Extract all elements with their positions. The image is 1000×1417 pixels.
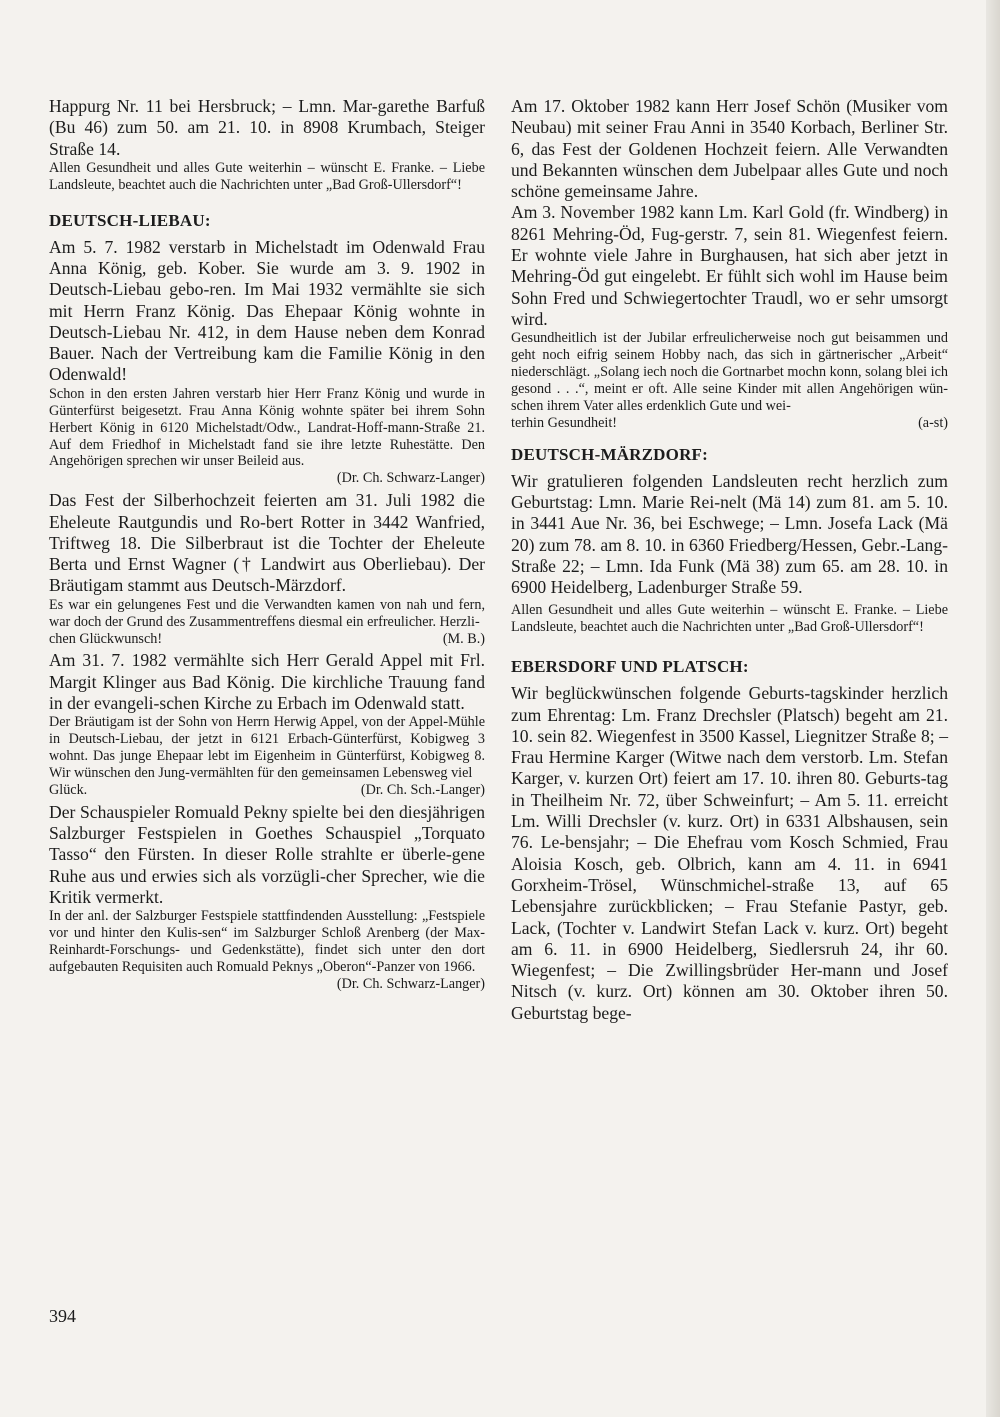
signature-row-mb xyxy=(49,631,485,648)
closing-glueckwunsch: chen Glückwunsch! xyxy=(49,630,163,647)
note-franke-2: Allen Gesundheit und alles Gute weiterhin – wünscht E. Franke. – Liebe Landsleute, beachtet auch die Nachrichten unter „Bad Groß-Ullersdorf“! xyxy=(511,602,948,636)
closing-glueck: Glück. xyxy=(49,781,88,798)
scan-edge-shadow xyxy=(986,0,1000,1417)
signature-row-ast xyxy=(511,415,948,432)
note-pekny: In der anl. der Salzburger Festspiele stattfindenden Ausstellung: „Festspiele vor und hinter den Kulis-sen“ im Salzburger Schloß Arenberg (der Max-Reinhardt-Forschungs- und Gedenkstätte), findet sich unter den dort aufgebauten Requisiten auch Romuald Peknys „Oberon“-Panzer von 1966. xyxy=(49,908,485,976)
note-gold: Gesundheitlich ist der Jubilar erfreulicherweise noch gut beisammen und geht noch eifrig seinem Hobby nach, das sich in gärtnerischer „Arbeit“ niederschlägt. „Solang iech noch die Gortnarbet mochn konn, solang blei ich gesond . . .“, meint er oft. Alle seine Kinder mit allen Angehörigen wün-schen ihrem Vater alles erdenklich Gute und wei- xyxy=(511,330,948,414)
note-appel: Der Bräutigam ist der Sohn von Herrn Herwig Appel, von der Appel-Mühle in Deutsch-Liebau, der jetzt in 6121 Erbach-Günterfürst, Kobigweg 3 wohnt. Das junge Ehepaar lebt im Eigenheim in Günterfürst, Kobigweg 8. Wir wünschen den Jung-vermählten für den gemeinsamen Lebensweg viel xyxy=(49,714,485,782)
note-rotter: Es war ein gelungenes Fest und die Verwandten kamen von nah und fern, war doch der Grund des Zusammentreffens diesmal ein erfreulicher. Herzli- xyxy=(49,596,485,630)
signature-ast: (a-st) xyxy=(918,414,948,431)
article-ebersdorf-birthdays: Wir beglückwünschen folgende Geburts-tagskinder herzlich zum Ehrentag: Lm. Franz Drechsler (Platsch) begeht am 21. 10. sein 82. Wiegenfest in 3500 Kassel, Liegnitzer Straße 8; – Frau Hermine Karger (Witwe nach dem verstorb. Lm. Stefan Karger, v. kurzen Ort) feiert am 17. 10. ihren 80. Geburts-tag in Theilheim Nr. 72, über Schweinfurt; – Am 5. 11. erreicht Lm. Willi Drechsler (v. kurz. Ort) in 6331 Albshausen, sein 76. Le-bensjahr; – Die Ehefrau vom Kosch Schmied, Frau Aloisia Kosch, geb. Olbrich, kann am 4. 11. in 6941 Gorxheim-Trösel, Wünschmichel-straße 13, auf 65 Lebensjahre zurückblicken; – Frau Stefanie Pastyr, geb. Lack, (Tochter v. Landwirt Stefan Lack v. kurz. Ort) begeht am 6. 11. in 6900 Heidelberg, Siedlersruh 24, ihr 60. Wiegenfest; – Die Zwillingsbrüder Her-mann und Josef Nitsch (v. kurz. Ort) können am 30. Oktober ihren 50. Geburtstag bege- xyxy=(511,683,948,1023)
signature-schwarz-langer: (Dr. Ch. Schwarz-Langer) xyxy=(336,470,485,487)
note-koenig: Schon in den ersten Jahren verstarb hier Herr Franz König und wurde in Günterfürst beigesetzt. Frau Anna König wohnte später bei ihrem Sohn Herbert König in 6120 Michelstadt/Odw., Landrat-Hoff-mann-Straße 21. Auf dem Friedhof in Michelstadt fand sie ihre letzte Ruhestätte. Den Angehörigen sprechen wir unser Beileid aus. xyxy=(49,385,485,470)
article-maerzdorf-birthdays: Wir gratulieren folgenden Landsleuten recht herzlich zum Geburtstag: Lmn. Marie Rei-nelt (Mä 14) zum 81. am 5. 10. in 3441 Aue Nr. 36, bei Eschwege; – Lmn. Josefa Lack (Mä 20) zum 78. am 8. 10. in 6360 Friedberg/Hessen, Gebr.-Lang-Straße 22; – Lmn. Ida Funk (Mä 38) zum 65. am 28. 10. in 6900 Heidelberg, Ladenburger Straße 59. xyxy=(511,470,948,598)
heading-deutsch-maerzdorf: DEUTSCH-MÄRZDORF: xyxy=(511,444,709,464)
article-gold: Am 3. November 1982 kann Lm. Karl Gold (fr. Windberg) in 8261 Mehring-Öd, Fug-gerstr. 7, sein 81. Wiegenfest feiern. Er wohnte viele Jahre in Burghausen, hat sich aber jetzt in Mehring-Öd gut eingelebt. Er fühlt sich wohl im Hause beim Sohn Fred und Schwiegertochter Traudl, wo er sehr umsorgt wird. xyxy=(511,202,948,329)
signature-mb: (M. B.) xyxy=(442,630,485,647)
heading-deutsch-liebau: DEUTSCH-LIEBAU: xyxy=(49,210,211,230)
article-schoen: Am 17. Oktober 1982 kann Herr Josef Schön (Musiker vom Neubau) mit seiner Frau Anni in 3540 Korbach, Berliner Str. 6, das Fest der Goldenen Hochzeit feiern. Alle Verwandten und Bekannten wünschen dem Jubelpaar alles Gute und noch schöne gemeinsame Jahre. xyxy=(511,96,948,202)
signature-schwarz-langer-2: (Dr. Ch. Schwarz-Langer) xyxy=(336,975,485,992)
article-barfuss: Happurg Nr. 11 bei Hersbruck; – Lmn. Mar-garethe Barfuß (Bu 46) zum 50. am 21. 10. in 8908 Krumbach, Steiger Straße 14. xyxy=(49,96,485,159)
article-appel: Am 31. 7. 1982 vermählte sich Herr Gerald Appel mit Frl. Margit Klinger aus Bad König. Die kirchliche Trauung fand in der evangeli-schen Kirche zu Erbach im Odenwald statt. xyxy=(49,650,485,714)
signature-row-sch-langer xyxy=(49,782,485,799)
page-number: 394 xyxy=(49,1306,76,1326)
right-column xyxy=(511,96,948,1024)
article-rotter: Das Fest der Silberhochzeit feierten am 31. Juli 1982 die Eheleute Rautgundis und Ro-bert Rotter in 3442 Wanfried, Triftweg 18. Die Silberbraut ist die Tochter der Eheleute Berta und Ernst Wagner († Landwirt aus Oberliebau). Der Bräutigam stammt aus Deutsch-Märzdorf. xyxy=(49,490,485,596)
signature-sch-langer: (Dr. Ch. Sch.-Langer) xyxy=(360,781,485,798)
closing-gesundheit: terhin Gesundheit! xyxy=(511,414,617,431)
article-pekny: Der Schauspieler Romuald Pekny spielte bei den diesjährigen Salzburger Festspielen in Goethes Schauspiel „Torquato Tasso“ den Fürsten. In dieser Rolle strahlte er überle-gene Ruhe aus und erwies sich als vorzügli-cher Sprecher, wie die Kritik vermerkt. xyxy=(49,801,485,908)
note-franke: Allen Gesundheit und alles Gute weiterhin – wünscht E. Franke. – Liebe Landsleute, beachtet auch die Nachrichten unter „Bad Groß-Ullersdorf“! xyxy=(49,159,485,193)
article-anna-koenig: Am 5. 7. 1982 verstarb in Michelstadt im Odenwald Frau Anna König, geb. Kober. Sie wurde am 3. 9. 1902 in Deutsch-Liebau gebo-ren. Im Mai 1932 vermählte sie sich mit Herrn Franz König. Das Ehepaar König wohnte in Deutsch-Liebau Nr. 412, in dem Hause neben dem Konrad Bauer. Nach der Vertreibung kam die Familie König in den Odenwald! xyxy=(49,236,485,385)
heading-ebersdorf-platsch: EBERSDORF UND PLATSCH: xyxy=(511,657,749,677)
left-column xyxy=(49,96,485,993)
